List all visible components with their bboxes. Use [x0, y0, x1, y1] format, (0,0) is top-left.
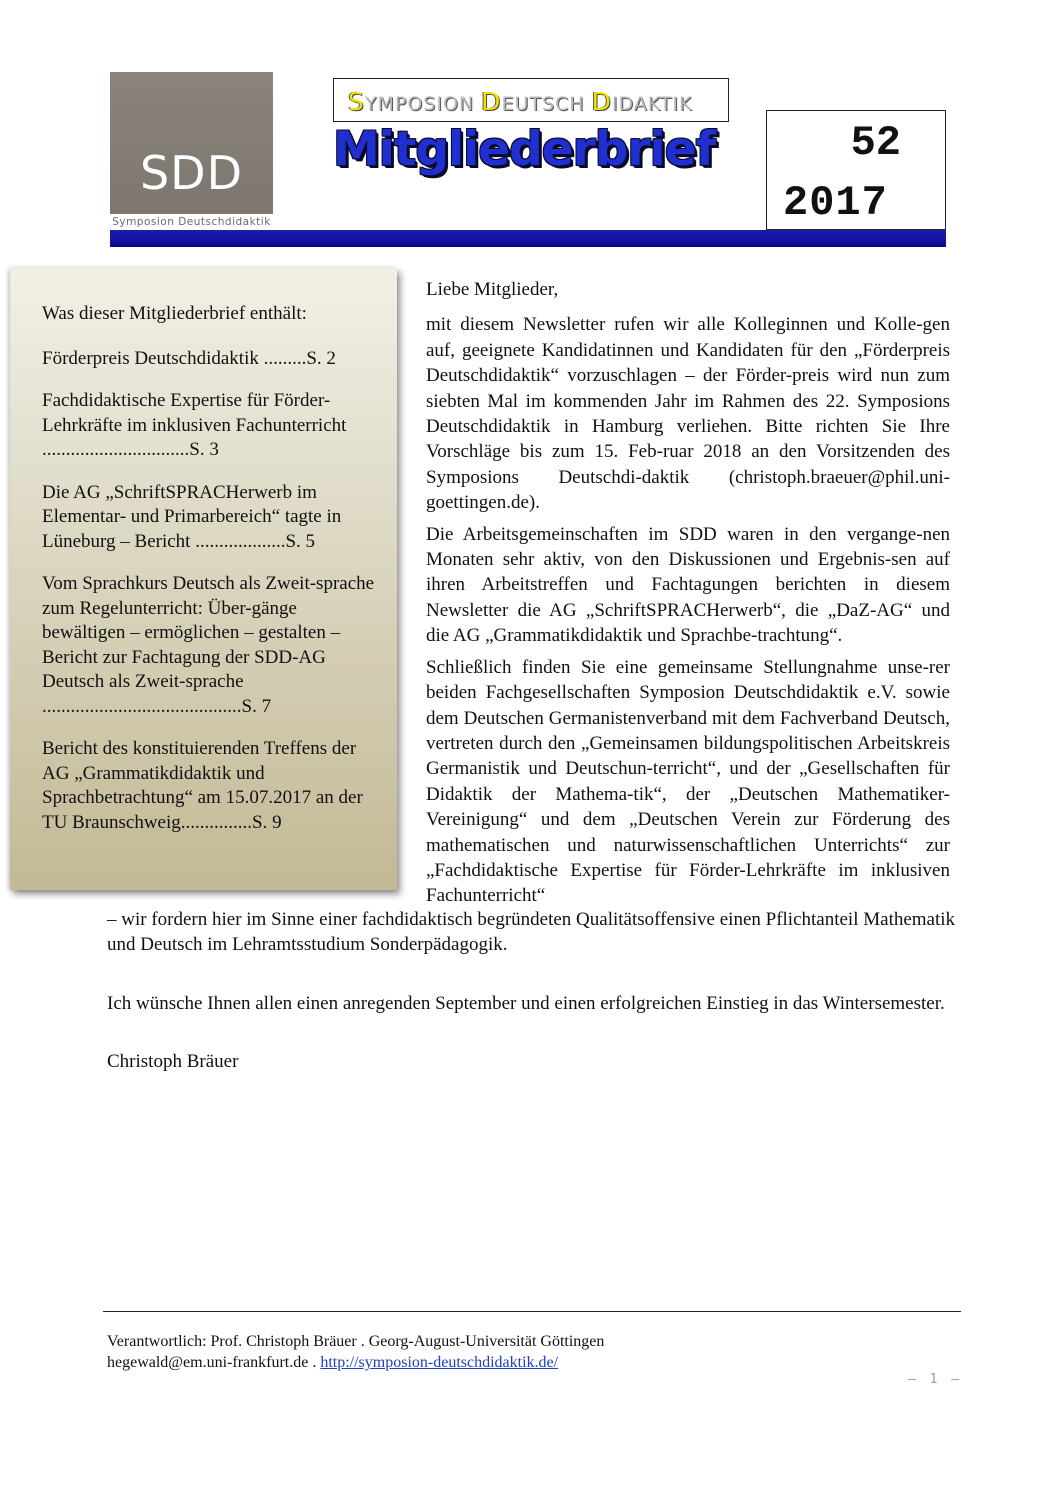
header-rule: [110, 230, 946, 247]
footer-responsible: Verantwortlich: Prof. Christoph Bräuer . Georg-August-Universität Göttingen: [107, 1333, 605, 1350]
page-number: – 1 –: [908, 1372, 963, 1387]
toc-entry[interactable]: Förderpreis Deutschdidaktik .........S. 2: [42, 347, 336, 369]
footer-email: hegewald@em.uni-frankfurt.de: [107, 1354, 309, 1371]
letter-paragraph: – wir fordern hier im Sinne einer fachdidaktisch begründeten Qualitätsoffensive einen Pflichtanteil Mathematik und Deutsch im Lehramtsstudium Sonderpädagogik.: [107, 909, 956, 956]
toc-sidebar: [10, 268, 397, 890]
toc-entry[interactable]: Bericht des konstituierenden Treffens der AG „Grammatikdidaktik und Sprachbetrachtung“ am 15.07.2017 an der TU Braunschweig...............S. 9: [42, 738, 363, 833]
closing-paragraph: Ich wünsche Ihnen allen einen anregenden September und einen erfolgreichen Einstieg in das Wintersemester.: [107, 992, 945, 1014]
footer: [107, 1331, 957, 1373]
banner-word: YMPOSION: [364, 93, 475, 115]
banner-box: [333, 78, 729, 122]
banner-cap: S: [348, 87, 365, 116]
sdd-logo: [110, 72, 273, 230]
toc-entry[interactable]: Die AG „SchriftSPRACHerwerb im Elementar- und Primarbereich“ tagte in Lüneburg – Bericht ...................S. 5: [42, 481, 342, 552]
letter-body: [426, 277, 950, 915]
issue-box: [766, 110, 946, 230]
toc-heading: Was dieser Mitgliederbrief enthält:: [42, 303, 307, 324]
issue-year: 2017: [783, 179, 888, 227]
banner-text: [348, 87, 692, 116]
website-link[interactable]: http://symposion-deutschdidaktik.de/: [320, 1354, 559, 1371]
letter-paragraph: Die Arbeitsgemeinschaften im SDD waren in den vergange-nen Monaten sehr aktiv, von den Diskussionen und Ergebnis-sen auf ihren Arbeitstreffen und Fachtagungen berichten in diesem Newsletter die AG „SchriftSPRACHerwerb“, die „DaZ-AG“ und die AG „Grammatikdidaktik und Sprachbe-trachtung“.: [426, 523, 950, 647]
logo-text: SDD: [139, 146, 244, 200]
letter-paragraph: mit diesem Newsletter rufen wir alle Kolleginnen und Kolle-gen auf, geeignete Kandidatinnen und Kandidaten für den „Förderpreis Deutschdidaktik“ vorzuschlagen – der Förder-preis wird nun zum siebten Mal im kommenden Jahr im Rahmen des 22. Symposions Deutschdidaktik in Hamburg verliehen. Bitte richten Sie Ihre Vorschläge bis zum 15. Feb-ruar 2018 an den Vorsitzenden des Symposions Deutschdi-daktik (christoph.braeuer@phil.uni-goettingen.de).: [426, 314, 950, 514]
letter-continuation: [107, 907, 957, 1108]
banner-word: EUTSCH: [501, 93, 585, 115]
newsletter-title: Mitgliederbrief: [333, 122, 716, 177]
footer-separator: .: [308, 1354, 321, 1371]
issue-number: 52: [850, 119, 901, 167]
logo-caption: Symposion Deutschdidaktik: [110, 214, 273, 230]
toc-entry[interactable]: Fachdidaktische Expertise für Förder-Lehrkräfte im inklusiven Fachunterricht ...............................S. 3: [42, 390, 347, 460]
footer-contact: [107, 1352, 957, 1373]
footer-rule: [103, 1311, 961, 1312]
toc-entry[interactable]: Vom Sprachkurs Deutsch als Zweit-sprache zum Regelunterricht: Über-gänge bewältigen – ermöglichen – gestalten – Bericht zur Fachtagung der SDD-AG Deutsch als Zweit-sprache ..........................................S. 7: [42, 573, 375, 717]
banner-cap: D: [481, 87, 502, 116]
banner-cap: D: [591, 87, 612, 116]
greeting: Liebe Mitglieder,: [426, 279, 559, 300]
letter-paragraph: Schließlich finden Sie eine gemeinsame Stellungnahme unse-rer beiden Fachgesellschaften Symposion Deutschdidaktik e.V. sowie dem Deutschen Germanistenverband mit dem Fachverband Deutsch, vertreten durch den „Gemeinsamen bildungspolitischen Arbeitskreis Germanistik und Deutschun-terricht“, und der „Gesellschaften für Didaktik der Mathema-tik“, der „Deutschen Mathematiker-Vereinigung“ und dem „Deutschen Verein zur Förderung des mathematischen und naturwissenschaftlichen Unterrichts“ zur „Fachdidaktische Expertise für Förder-Lehrkräfte im inklusiven Fachunterricht“: [426, 656, 950, 907]
signature: Christoph Bräuer: [107, 1051, 239, 1073]
banner-word: IDAKTIK: [611, 93, 693, 115]
